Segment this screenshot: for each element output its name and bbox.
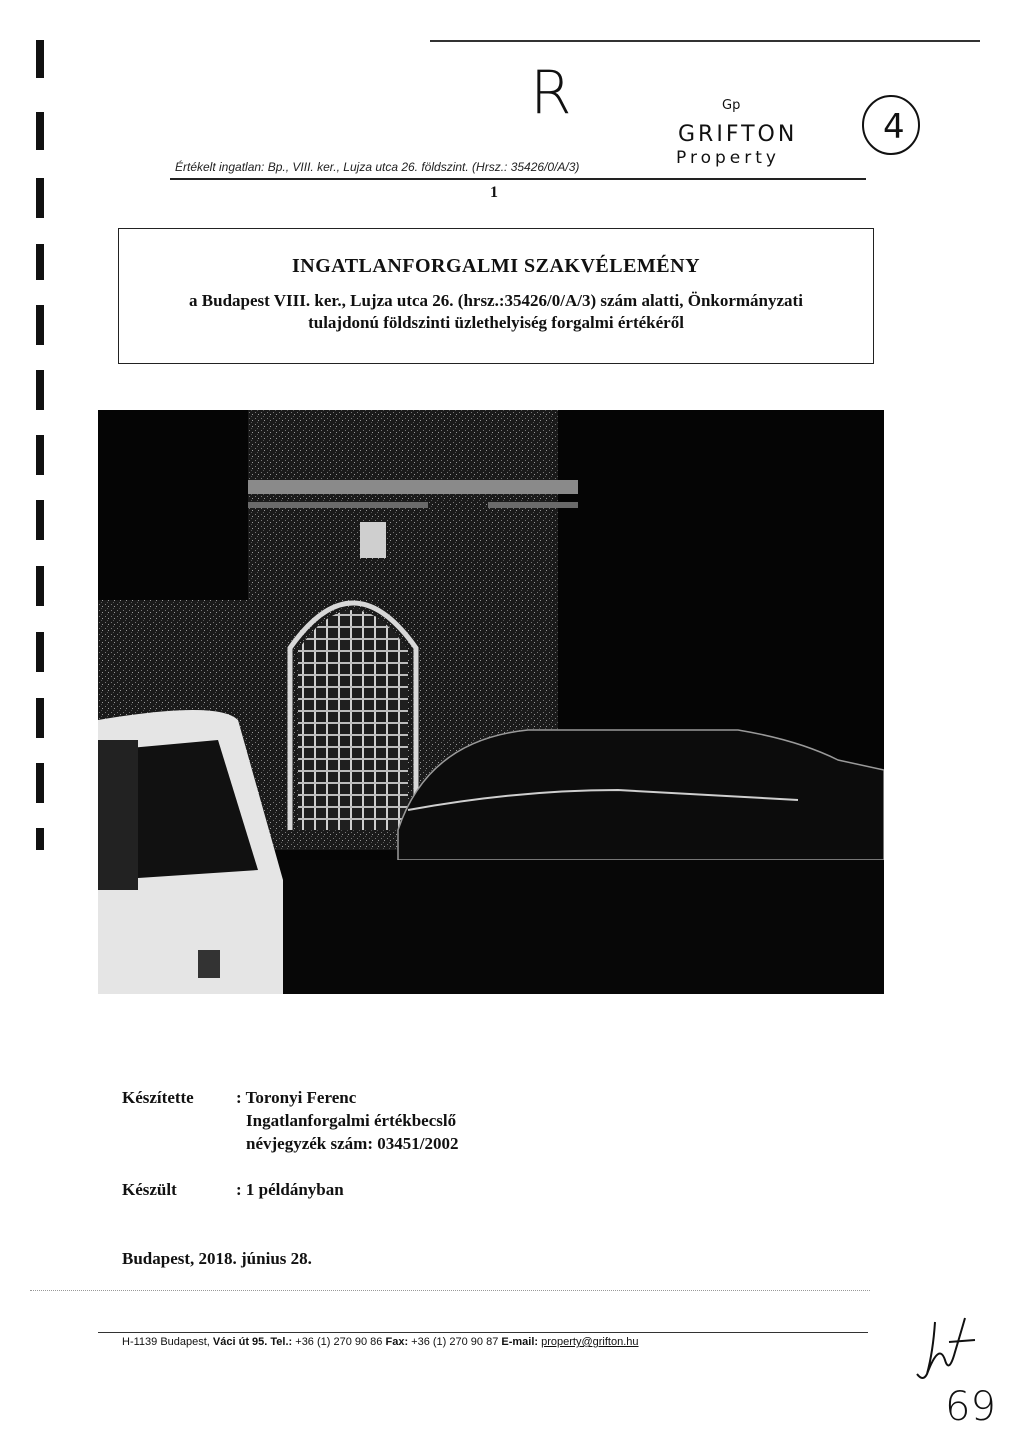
binding-mark [36,566,44,606]
copies-value: : 1 példányban [236,1180,344,1199]
binding-mark [36,763,44,803]
handwritten-initial: R [530,58,572,128]
circled-number-stamp [858,92,924,158]
footer-tel: +36 (1) 270 90 86 [295,1336,386,1348]
handwritten-page-number: 69 [945,1384,996,1430]
prepared-by-registry: névjegyzék szám: 03451/2002 [246,1134,459,1153]
scan-edge-line [430,40,980,42]
binding-mark [36,40,44,78]
binding-mark [36,435,44,475]
place-date: Budapest, 2018. június 28. [122,1249,312,1268]
binding-mark [36,828,44,850]
binding-mark [36,370,44,410]
page-number: 1 [490,184,498,201]
binding-mark [36,500,44,540]
prepared-by-label: Készítette [122,1088,194,1107]
footer-fax: +36 (1) 270 90 87 [411,1336,502,1348]
binding-mark [36,698,44,738]
document-title: INGATLANFORGALMI SZAKVÉLEMÉNY [291,255,701,277]
logo-subtitle: Property [676,148,780,168]
handwritten-signature [905,1312,985,1392]
prepared-by-role: Ingatlanforgalmi értékbecslő [246,1111,457,1130]
logo-mark-icon: Gp [722,98,741,113]
title-box [118,228,874,364]
building-facade-image [98,410,884,994]
binding-mark [36,178,44,218]
binding-mark [36,112,44,150]
footer-contact [122,1336,639,1348]
binding-mark [36,305,44,345]
scan-noise-line [30,1290,870,1291]
running-header: Értékelt ingatlan: Bp., VIII. ker., Lujza utca 26. földszint. (Hrsz.: 35426/0/A/3) [175,160,580,174]
footer-email-link[interactable]: property@grifton.hu [541,1336,639,1348]
footer-address: H-1139 Budapest, [122,1336,213,1348]
binding-mark [36,632,44,672]
property-photo [98,410,884,994]
prepared-by-name: : Toronyi Ferenc [236,1088,357,1107]
document-subtitle-line-1: a Budapest VIII. ker., Lujza utca 26. (hrsz.:35426/0/A/3) szám alatti, Önkormányzati [189,291,803,310]
circled-number: 4 [883,107,905,147]
footer-street: Váci út 95. [212,1336,271,1348]
footer-fax-label: Fax: [385,1336,412,1348]
logo-name: GRIFTON [678,122,798,147]
footer-email-label: E-mail: [501,1336,542,1348]
footer-divider [98,1332,868,1333]
document-subtitle-line-2: tulajdonú földszinti üzlethelyiség forgalmi értékéről [308,313,684,332]
copies-label: Készült [122,1180,177,1199]
header-divider [170,178,866,180]
binding-mark [36,244,44,280]
footer-tel-label: Tel.: [270,1336,296,1348]
